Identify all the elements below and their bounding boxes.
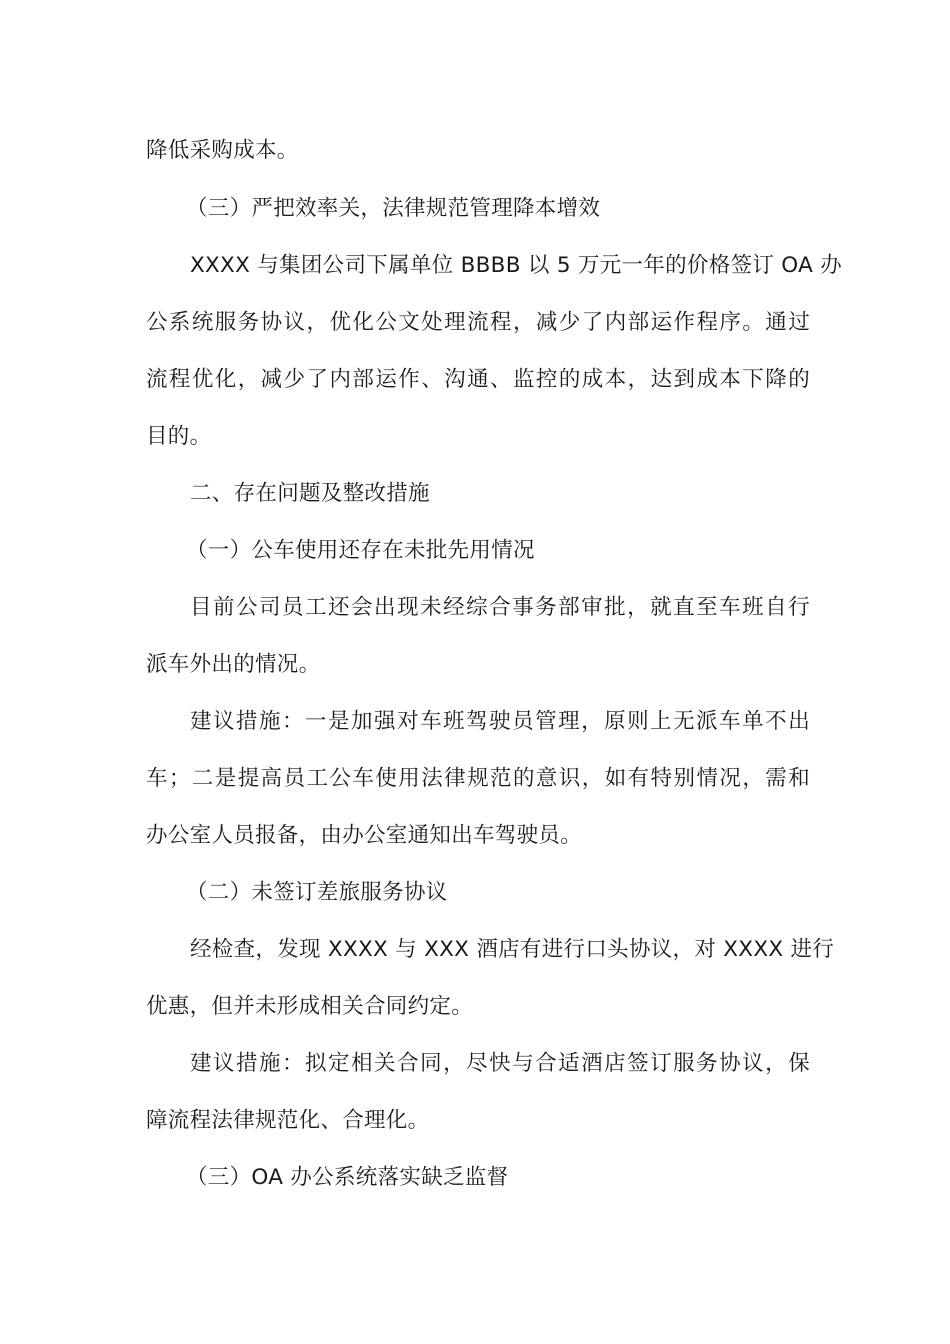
paragraph-line: XXXX 与集团公司下属单位 BBBB 以 5 万元一年的价格签订 OA 办 (190, 253, 843, 278)
paragraph-line: 流程优化，减少了内部运作、沟通、监控的成本，达到成本下降的 (146, 367, 810, 392)
paragraph-line: 建议措施：一是加强对车班驾驶员管理，原则上无派车单不出 (190, 709, 810, 734)
section-heading: （三）严把效率关，法律规范管理降本增效 (186, 196, 601, 221)
section-heading: （一）公车使用还存在未批先用情况 (186, 538, 535, 563)
section-heading: （三）OA 办公系统落实缺乏监督 (186, 1165, 509, 1190)
paragraph-line: 障流程法律规范化、合理化。 (146, 1108, 430, 1133)
paragraph-line: 经检查，发现 XXXX 与 XXX 酒店有进行口头协议，对 XXXX 进行 (190, 937, 835, 962)
paragraph-line: 车；二是提高员工公车使用法律规范的意识，如有特别情况，需和 (146, 766, 810, 791)
section-heading: （二）未签订差旅服务协议 (186, 880, 448, 905)
paragraph-line: 优惠，但并未形成相关合同约定。 (146, 994, 474, 1019)
paragraph-line: 目的。 (146, 424, 212, 449)
paragraph-line: 降低采购成本。 (146, 138, 299, 163)
paragraph-line: 派车外出的情况。 (146, 652, 321, 677)
paragraph-line: 建议措施：拟定相关合同，尽快与合适酒店签订服务协议，保 (190, 1051, 810, 1076)
paragraph-line: 目前公司员工还会出现未经综合事务部审批，就直至车班自行 (190, 595, 810, 620)
paragraph-line: 办公室人员报备，由办公室通知出车驾驶员。 (146, 823, 583, 848)
paragraph-line: 公系统服务协议，优化公文处理流程，减少了内部运作程序。通过 (146, 310, 810, 335)
chapter-heading: 二、存在问题及整改措施 (190, 481, 430, 506)
